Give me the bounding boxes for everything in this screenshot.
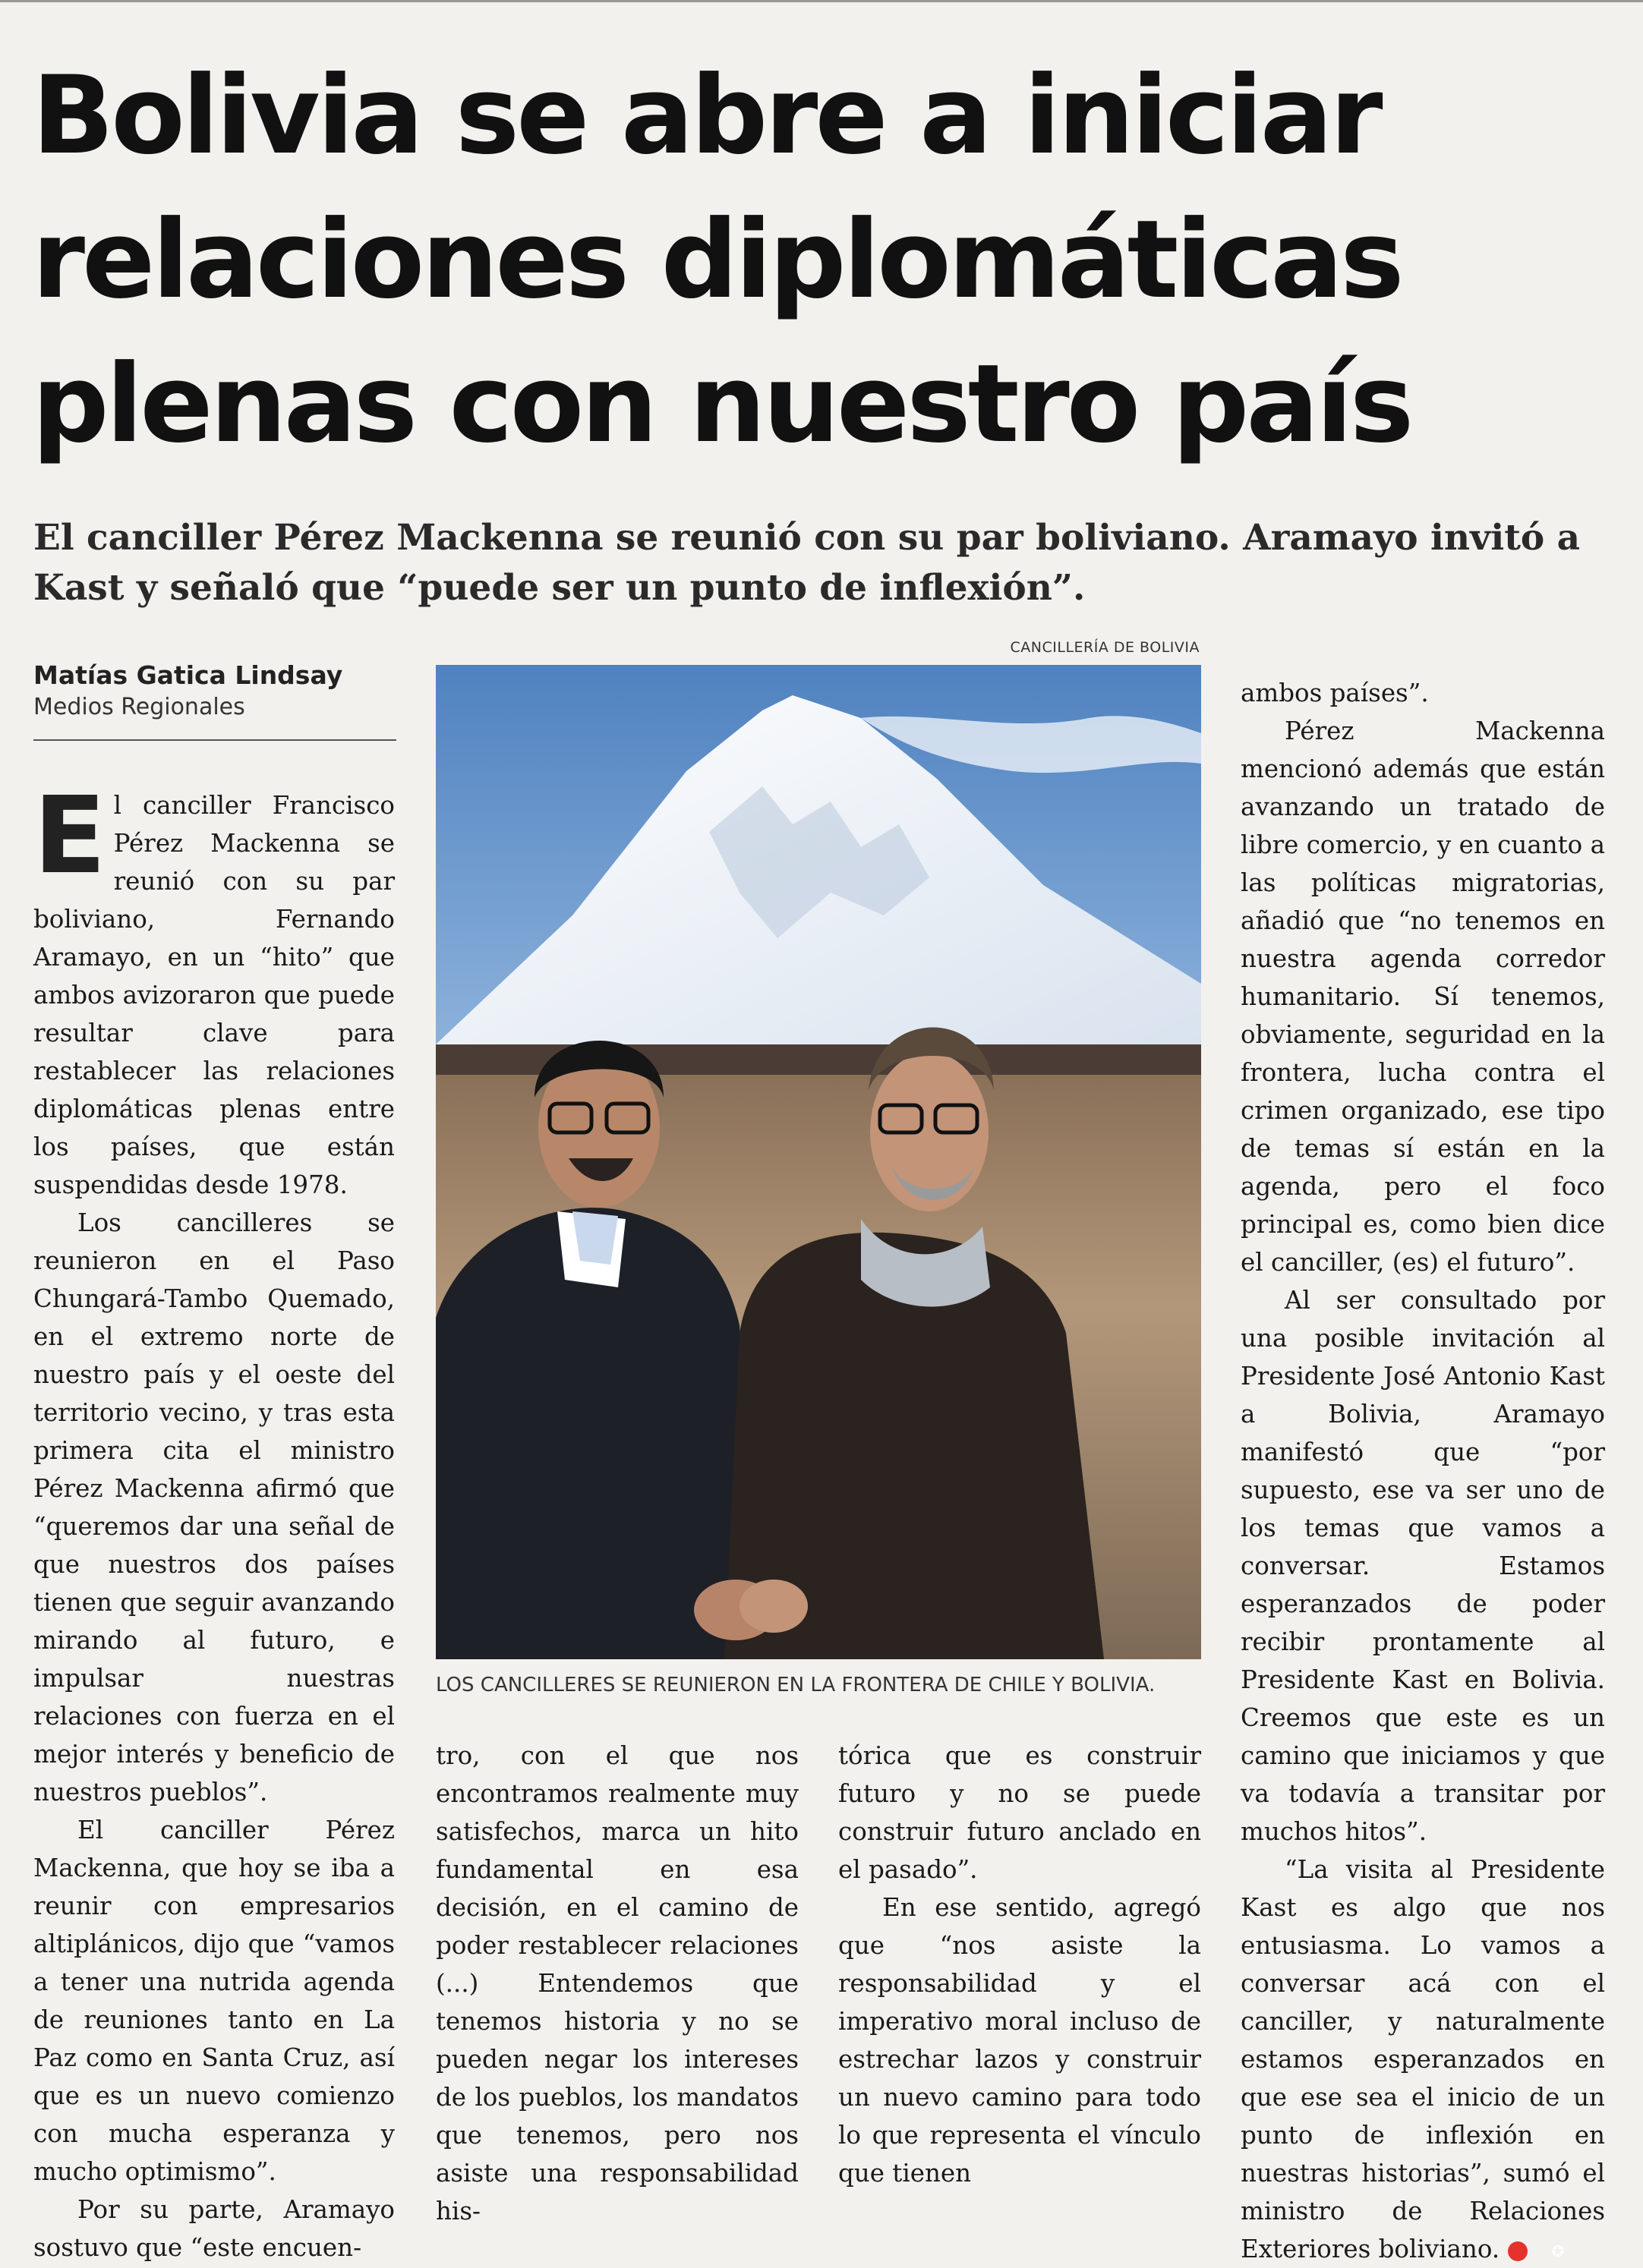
paragraph-2: Los cancilleres se reunieron en el Paso Chungará-Tambo Quemado, en el extremo norte de nuestro país y el oeste del territorio vecino, y tras esta primera cita el ministro Pérez Mackenna afirmó que “queremos dar una señal de que nuestros dos países tienen que seguir avanzando mirando al futuro, e impulsar nuestras relaciones con fuerza en el mejor interés y beneficio de nuestros pueblos”. <box>33 1208 395 1807</box>
paragraph-4: Por su parte, Aramayo sostuvo que “este encuen- <box>33 2195 395 2262</box>
headline <box>32 44 1619 477</box>
body-column-4 <box>1241 674 1605 2268</box>
paragraph-6: tórica que es construir futuro y no se puede construir futuro anclado en el pasado”. <box>838 1741 1201 1884</box>
paragraph-9: Pérez Mackenna mencionó además que están avanzando un tratado de libre comercio, y en cuanto a las políticas migratorias, añadió que “no tenemos en nuestra agenda corredor humanitario. Sí tenemos, obviamente, seguridad en la frontera, lucha contra el crimen organizado, ese tipo de temas sí están en la agenda, pero el foco principal es, como bien dice el canciller, (es) el futuro”. <box>1241 717 1605 1277</box>
photo-caption: LOS CANCILLERES SE REUNIERON EN LA FRONTERA DE CHILE Y BOLIVIA. <box>436 1674 1156 1696</box>
paragraph-7: En ese sentido, agregó que “nos asiste la responsabilidad y el imperativo moral incluso de estrechar lazos y construir un nuevo camino para todo lo que representa el vínculo que tienen <box>838 1893 1201 2188</box>
paragraph-1: El canciller Francisco Pérez Mackenna se reunió con su par boliviano, Fernando Aramayo, en un “hito” que ambos avizoraron que puede resultar clave para restablecer las relaciones diplomáticas plenas entre los países, que están suspendidas desde 1978. <box>33 774 395 1199</box>
body-column-3 <box>838 1737 1201 2192</box>
author-name: Matías Gatica Lindsay <box>33 660 343 690</box>
article-photo <box>436 665 1201 1659</box>
byline <box>33 659 396 741</box>
drop-cap: E <box>33 774 106 898</box>
body-column-2 <box>436 1737 799 2230</box>
end-mark-icon: ✪ <box>1508 2241 1528 2261</box>
photo-credit: CANCILLERÍA DE BOLIVIA <box>1010 639 1200 656</box>
deck: El canciller Pérez Mackenna se reunió con su par boliviano. Aramayo invitó a Kast y señaló que “puede ser un punto de inflexión”. <box>33 517 1581 609</box>
paragraph-8: ambos países”. <box>1241 679 1429 707</box>
paragraph-11: “La visita al Presidente Kast es algo que nos entusiasma. Lo vamos a conversar acá con el canciller, y naturalmente estamos esperanzados en que ese sea el inicio de un punto de inflexión en nuestras historias”, sumó el ministro de Relaciones Exteriores boliviano. ✪ <box>1241 1855 1605 2263</box>
top-rule <box>0 0 1643 2</box>
body-column-1 <box>33 774 395 2266</box>
headline-line-1: Bolivia se abre a iniciar <box>32 53 1380 178</box>
headline-line-2: relaciones diplomáticas <box>32 197 1402 323</box>
paragraph-3: El canciller Pérez Mackenna, que hoy se iba a reunir con empresarios altiplánicos, dijo que “vamos a tener una nutrida agenda de reuniones tanto en La Paz como en Santa Cruz, así que es un nuevo comienzo con mucha esperanza y mucho optimismo”. <box>33 1816 395 2186</box>
headline-line-3: plenas con nuestro país <box>32 342 1411 467</box>
paragraph-5: tro, con el que nos encontramos realmente muy satisfechos, marca un hito fundamental en esa decisión, en el camino de poder restablecer relaciones (...) Entendemos que tenemos historia y no se pueden negar los intereses de los pueblos, los mandatos que tenemos, pero nos asiste una responsabilidad his- <box>436 1741 799 2225</box>
photo-illustration <box>436 665 1201 1659</box>
paragraph-10: Al ser consultado por una posible invitación al Presidente José Antonio Kast a Bolivia, Aramayo manifestó que “por supuesto, ese va ser uno de los temas que vamos a conversar. Estamos esperanzados de poder recibir prontamente al Presidente Kast en Bolivia. Creemos que este es un camino que iniciamos y que va todavía a transitar por muchos hitos”. <box>1241 1286 1605 1846</box>
outlet-name: Medios Regionales <box>33 694 245 720</box>
